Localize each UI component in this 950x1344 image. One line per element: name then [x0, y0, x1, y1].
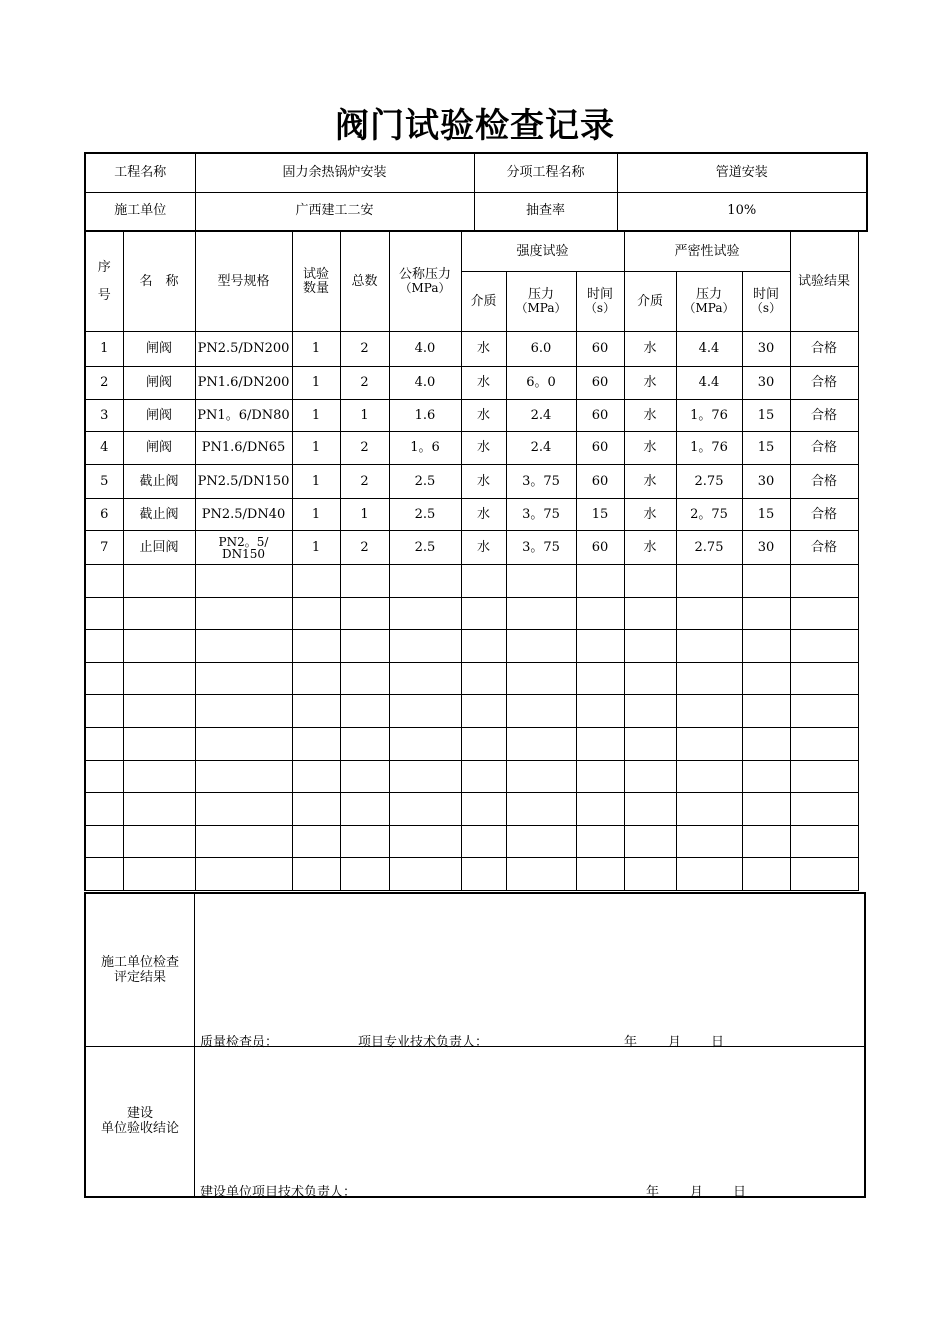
cell-seq	[85, 793, 123, 826]
cell-total	[340, 630, 389, 663]
cell-tightness-time: 30	[742, 367, 790, 400]
cell-strength-medium: 水	[461, 400, 506, 432]
cell-model	[195, 597, 292, 630]
cell-result: 合格	[790, 465, 858, 499]
blank-row	[85, 695, 858, 728]
cell-tightness-time	[742, 760, 790, 793]
cell-test-qty: 1	[292, 367, 340, 400]
table-row	[85, 400, 858, 432]
table-row	[85, 432, 858, 465]
cell-strength-time	[576, 793, 624, 826]
cell-strength-medium	[461, 630, 506, 663]
contractor-check-label: 施工单位检查 评定结果	[100, 955, 179, 985]
cell-result: 合格	[790, 367, 858, 400]
cell-tightness-time: 30	[742, 465, 790, 499]
header-tightness-test: 严密性试验	[624, 232, 790, 272]
cell-tightness-time: 15	[742, 432, 790, 465]
cell-result	[790, 760, 858, 793]
cell-seq: 5	[85, 465, 123, 499]
cell-strength-time: 60	[576, 400, 624, 432]
header-tightness-medium: 介质	[624, 272, 676, 332]
cell-tightness-medium: 水	[624, 367, 676, 400]
cell-test-qty: 1	[292, 432, 340, 465]
cell-strength-time	[576, 825, 624, 858]
cell-strength-pressure	[506, 565, 576, 598]
cell-strength-time	[576, 565, 624, 598]
cell-tightness-time	[742, 695, 790, 728]
cell-nominal-pressure: 2.5	[389, 499, 461, 531]
cell-result	[790, 630, 858, 663]
cell-seq	[85, 858, 123, 891]
cell-seq	[85, 695, 123, 728]
cell-model	[195, 630, 292, 663]
cell-total: 1	[340, 499, 389, 531]
header-total: 总数	[340, 232, 389, 332]
cell-nominal-pressure: 1。6	[389, 432, 461, 465]
cell-strength-medium	[461, 565, 506, 598]
cell-strength-pressure	[506, 662, 576, 695]
cell-nominal-pressure: 1.6	[389, 400, 461, 432]
cell-test-qty: 1	[292, 465, 340, 499]
cell-strength-pressure: 3。75	[506, 531, 576, 565]
cell-tightness-medium	[624, 630, 676, 663]
cell-tightness-time	[742, 662, 790, 695]
cell-name: 止回阀	[123, 531, 195, 565]
cell-tightness-pressure	[676, 760, 742, 793]
blank-row	[85, 825, 858, 858]
cell-strength-medium	[461, 695, 506, 728]
owner-day-label: 日	[733, 1185, 747, 1200]
cell-seq: 4	[85, 432, 123, 465]
blank-row	[85, 597, 858, 630]
cell-nominal-pressure	[389, 793, 461, 826]
cell-model: PN2.5/DN40	[195, 499, 292, 531]
cell-strength-medium	[461, 727, 506, 760]
cell-tightness-medium	[624, 793, 676, 826]
cell-model	[195, 858, 292, 891]
cell-tightness-pressure: 2.75	[676, 465, 742, 499]
cell-tightness-medium	[624, 565, 676, 598]
cell-tightness-medium	[624, 858, 676, 891]
blank-row	[85, 662, 858, 695]
project-name-label: 工程名称	[85, 153, 195, 192]
cell-tightness-medium	[624, 597, 676, 630]
cell-strength-pressure	[506, 597, 576, 630]
cell-tightness-medium	[624, 662, 676, 695]
cell-strength-pressure	[506, 793, 576, 826]
cell-strength-pressure: 3。75	[506, 465, 576, 499]
cell-model: PN2.5/DN150	[195, 465, 292, 499]
cell-seq	[85, 630, 123, 663]
cell-name	[123, 695, 195, 728]
cell-test-qty: 1	[292, 499, 340, 531]
cell-model	[195, 727, 292, 760]
cell-name	[123, 630, 195, 663]
header-strength-time: 时间 （s）	[576, 272, 624, 332]
cell-tightness-pressure: 4.4	[676, 332, 742, 367]
cell-strength-pressure	[506, 727, 576, 760]
blank-row	[85, 727, 858, 760]
cell-name: 闸阀	[123, 400, 195, 432]
cell-strength-time	[576, 695, 624, 728]
cell-strength-time	[576, 662, 624, 695]
cell-model	[195, 565, 292, 598]
cell-model: PN1.6/DN200	[195, 367, 292, 400]
blank-row	[85, 630, 858, 663]
cell-model	[195, 760, 292, 793]
sampling-value: 10%	[617, 192, 867, 231]
cell-nominal-pressure	[389, 760, 461, 793]
cell-model	[195, 793, 292, 826]
cell-tightness-time: 30	[742, 332, 790, 367]
cell-name: 截止阀	[123, 499, 195, 531]
cell-strength-medium: 水	[461, 465, 506, 499]
cell-seq: 6	[85, 499, 123, 531]
cell-tightness-medium: 水	[624, 432, 676, 465]
cell-strength-pressure	[506, 858, 576, 891]
cell-strength-medium: 水	[461, 499, 506, 531]
cell-model	[195, 695, 292, 728]
owner-tech-lead-label: 建设单位项目技术负责人：	[200, 1185, 357, 1200]
header-tightness-pressure: 压力 （MPa）	[676, 272, 742, 332]
cell-tightness-medium	[624, 727, 676, 760]
cell-total	[340, 727, 389, 760]
cell-strength-time: 15	[576, 499, 624, 531]
header-strength-test: 强度试验	[461, 232, 624, 272]
cell-strength-time	[576, 727, 624, 760]
header-result: 试验结果	[790, 232, 858, 332]
cell-total	[340, 597, 389, 630]
cell-strength-time	[576, 630, 624, 663]
cell-nominal-pressure	[389, 858, 461, 891]
cell-tightness-time: 30	[742, 531, 790, 565]
cell-strength-medium: 水	[461, 531, 506, 565]
cell-tightness-pressure	[676, 695, 742, 728]
cell-tightness-medium	[624, 760, 676, 793]
cell-name	[123, 662, 195, 695]
cell-strength-time: 60	[576, 465, 624, 499]
cell-name	[123, 793, 195, 826]
cell-seq	[85, 727, 123, 760]
table-row	[85, 499, 858, 531]
table-row	[85, 332, 858, 367]
cell-seq	[85, 597, 123, 630]
cell-tightness-pressure: 2。75	[676, 499, 742, 531]
cell-result: 合格	[790, 332, 858, 367]
cell-name	[123, 565, 195, 598]
header-nominal-pressure: 公称压力 （MPa）	[389, 232, 461, 332]
cell-tightness-medium: 水	[624, 531, 676, 565]
cell-total	[340, 793, 389, 826]
cell-name	[123, 727, 195, 760]
cell-name: 闸阀	[123, 432, 195, 465]
cell-strength-medium	[461, 760, 506, 793]
cell-test-qty	[292, 825, 340, 858]
sub-project-value: 管道安装	[617, 153, 867, 192]
cell-seq	[85, 825, 123, 858]
cell-strength-pressure	[506, 760, 576, 793]
cell-tightness-pressure: 2.75	[676, 531, 742, 565]
cell-strength-time: 60	[576, 367, 624, 400]
contractor-value: 广西建工二安	[195, 192, 474, 231]
cell-nominal-pressure	[389, 597, 461, 630]
cell-test-qty: 1	[292, 400, 340, 432]
header-seq: 序 号	[85, 232, 123, 332]
cell-seq: 3	[85, 400, 123, 432]
cell-model: PN2.5/DN200	[195, 332, 292, 367]
cell-nominal-pressure: 2.5	[389, 465, 461, 499]
cell-tightness-medium	[624, 825, 676, 858]
cell-model: PN2。5/ DN150	[195, 531, 292, 565]
cell-tightness-pressure	[676, 662, 742, 695]
cell-test-qty	[292, 565, 340, 598]
sub-project-label: 分项工程名称	[474, 153, 617, 192]
cell-test-qty	[292, 597, 340, 630]
cell-strength-medium	[461, 825, 506, 858]
cell-nominal-pressure	[389, 662, 461, 695]
cell-tightness-pressure	[676, 858, 742, 891]
cell-tightness-pressure	[676, 565, 742, 598]
cell-tightness-medium	[624, 695, 676, 728]
cell-strength-medium: 水	[461, 332, 506, 367]
sampling-label: 抽查率	[474, 192, 617, 231]
cell-strength-pressure	[506, 825, 576, 858]
project-name-value: 固力余热锅炉安装	[195, 153, 474, 192]
cell-result	[790, 825, 858, 858]
cell-tightness-time	[742, 565, 790, 598]
cell-tightness-pressure	[676, 630, 742, 663]
header-strength-pressure: 压力 （MPa）	[506, 272, 576, 332]
cell-tightness-pressure: 1。76	[676, 400, 742, 432]
contractor-year-label: 年	[624, 1035, 638, 1050]
cell-total: 2	[340, 465, 389, 499]
table-row	[85, 367, 858, 400]
cell-nominal-pressure	[389, 565, 461, 598]
cell-result	[790, 565, 858, 598]
cell-test-qty	[292, 630, 340, 663]
cell-tightness-pressure	[676, 793, 742, 826]
contractor-month-label: 月	[668, 1035, 682, 1050]
cell-model	[195, 825, 292, 858]
test-table	[84, 231, 859, 891]
cell-name	[123, 858, 195, 891]
cell-result	[790, 793, 858, 826]
cell-strength-time	[576, 858, 624, 891]
cell-name	[123, 760, 195, 793]
cell-strength-medium	[461, 597, 506, 630]
cell-strength-medium: 水	[461, 367, 506, 400]
cell-tightness-time	[742, 727, 790, 760]
cell-total: 2	[340, 367, 389, 400]
blank-row	[85, 793, 858, 826]
cell-strength-pressure	[506, 630, 576, 663]
owner-month-label: 月	[690, 1185, 704, 1200]
blank-row	[85, 760, 858, 793]
cell-tightness-pressure	[676, 597, 742, 630]
header-model: 型号规格	[195, 232, 292, 332]
cell-result	[790, 662, 858, 695]
cell-test-qty: 1	[292, 531, 340, 565]
cell-strength-time: 60	[576, 432, 624, 465]
cell-strength-medium	[461, 858, 506, 891]
cell-name: 闸阀	[123, 332, 195, 367]
cell-total	[340, 565, 389, 598]
cell-total	[340, 695, 389, 728]
cell-nominal-pressure	[389, 727, 461, 760]
cell-result	[790, 858, 858, 891]
cell-seq	[85, 760, 123, 793]
cell-seq	[85, 662, 123, 695]
cell-strength-pressure: 2.4	[506, 400, 576, 432]
cell-result: 合格	[790, 432, 858, 465]
cell-nominal-pressure: 2.5	[389, 531, 461, 565]
cell-seq: 2	[85, 367, 123, 400]
cell-test-qty: 1	[292, 332, 340, 367]
cell-strength-pressure	[506, 695, 576, 728]
cell-tightness-pressure: 1。76	[676, 432, 742, 465]
table-row	[85, 465, 858, 499]
cell-tightness-time: 15	[742, 400, 790, 432]
cell-model	[195, 662, 292, 695]
cell-total	[340, 662, 389, 695]
cell-tightness-medium: 水	[624, 332, 676, 367]
cell-nominal-pressure	[389, 695, 461, 728]
info-table	[84, 152, 868, 232]
contractor-day-label: 日	[711, 1035, 725, 1050]
cell-strength-pressure: 3。75	[506, 499, 576, 531]
cell-tightness-pressure: 4.4	[676, 367, 742, 400]
page-title: 阀门试验检查记录	[335, 106, 615, 146]
table-row	[85, 531, 858, 565]
cell-strength-time	[576, 760, 624, 793]
cell-tightness-time	[742, 793, 790, 826]
cell-test-qty	[292, 760, 340, 793]
blank-row	[85, 565, 858, 598]
cell-result: 合格	[790, 400, 858, 432]
cell-result	[790, 597, 858, 630]
cell-test-qty	[292, 727, 340, 760]
cell-seq: 7	[85, 531, 123, 565]
cell-result	[790, 695, 858, 728]
cell-tightness-medium: 水	[624, 465, 676, 499]
cell-strength-medium	[461, 662, 506, 695]
cell-total: 2	[340, 432, 389, 465]
cell-name	[123, 825, 195, 858]
cell-tightness-time	[742, 858, 790, 891]
cell-strength-medium: 水	[461, 432, 506, 465]
cell-test-qty	[292, 662, 340, 695]
cell-seq: 1	[85, 332, 123, 367]
cell-tightness-time	[742, 630, 790, 663]
cell-test-qty	[292, 858, 340, 891]
header-strength-medium: 介质	[461, 272, 506, 332]
cell-strength-time: 60	[576, 332, 624, 367]
cell-total: 1	[340, 400, 389, 432]
cell-name: 闸阀	[123, 367, 195, 400]
cell-name	[123, 597, 195, 630]
cell-result: 合格	[790, 499, 858, 531]
header-tightness-time: 时间 （s）	[742, 272, 790, 332]
owner-year-label: 年	[646, 1185, 660, 1200]
cell-nominal-pressure	[389, 825, 461, 858]
cell-tightness-pressure	[676, 825, 742, 858]
quality-inspector-label: 质量检查员：	[200, 1035, 279, 1050]
header-name: 名 称	[123, 232, 195, 332]
cell-result	[790, 727, 858, 760]
cell-seq	[85, 565, 123, 598]
cell-result: 合格	[790, 531, 858, 565]
cell-tightness-pressure	[676, 727, 742, 760]
cell-model: PN1.6/DN65	[195, 432, 292, 465]
cell-total: 2	[340, 531, 389, 565]
cell-nominal-pressure: 4.0	[389, 332, 461, 367]
cell-strength-pressure: 2.4	[506, 432, 576, 465]
cell-total	[340, 760, 389, 793]
cell-test-qty	[292, 695, 340, 728]
cell-name: 截止阀	[123, 465, 195, 499]
blank-row	[85, 858, 858, 891]
project-tech-lead-label: 项目专业技术负责人：	[358, 1035, 489, 1050]
cell-test-qty	[292, 793, 340, 826]
cell-tightness-time	[742, 825, 790, 858]
cell-tightness-medium: 水	[624, 400, 676, 432]
cell-total: 2	[340, 332, 389, 367]
cell-strength-pressure: 6。0	[506, 367, 576, 400]
cell-strength-pressure: 6.0	[506, 332, 576, 367]
cell-total	[340, 858, 389, 891]
cell-tightness-time	[742, 597, 790, 630]
cell-tightness-medium: 水	[624, 499, 676, 531]
cell-strength-medium	[461, 793, 506, 826]
cell-strength-time: 60	[576, 531, 624, 565]
cell-total	[340, 825, 389, 858]
cell-model: PN1。6/DN80	[195, 400, 292, 432]
cell-strength-time	[576, 597, 624, 630]
cell-nominal-pressure: 4.0	[389, 367, 461, 400]
cell-nominal-pressure	[389, 630, 461, 663]
cell-tightness-time: 15	[742, 499, 790, 531]
header-test-qty: 试验 数量	[292, 232, 340, 332]
contractor-label: 施工单位	[85, 192, 195, 231]
owner-check-label: 建设 单位验收结论	[100, 1106, 179, 1136]
